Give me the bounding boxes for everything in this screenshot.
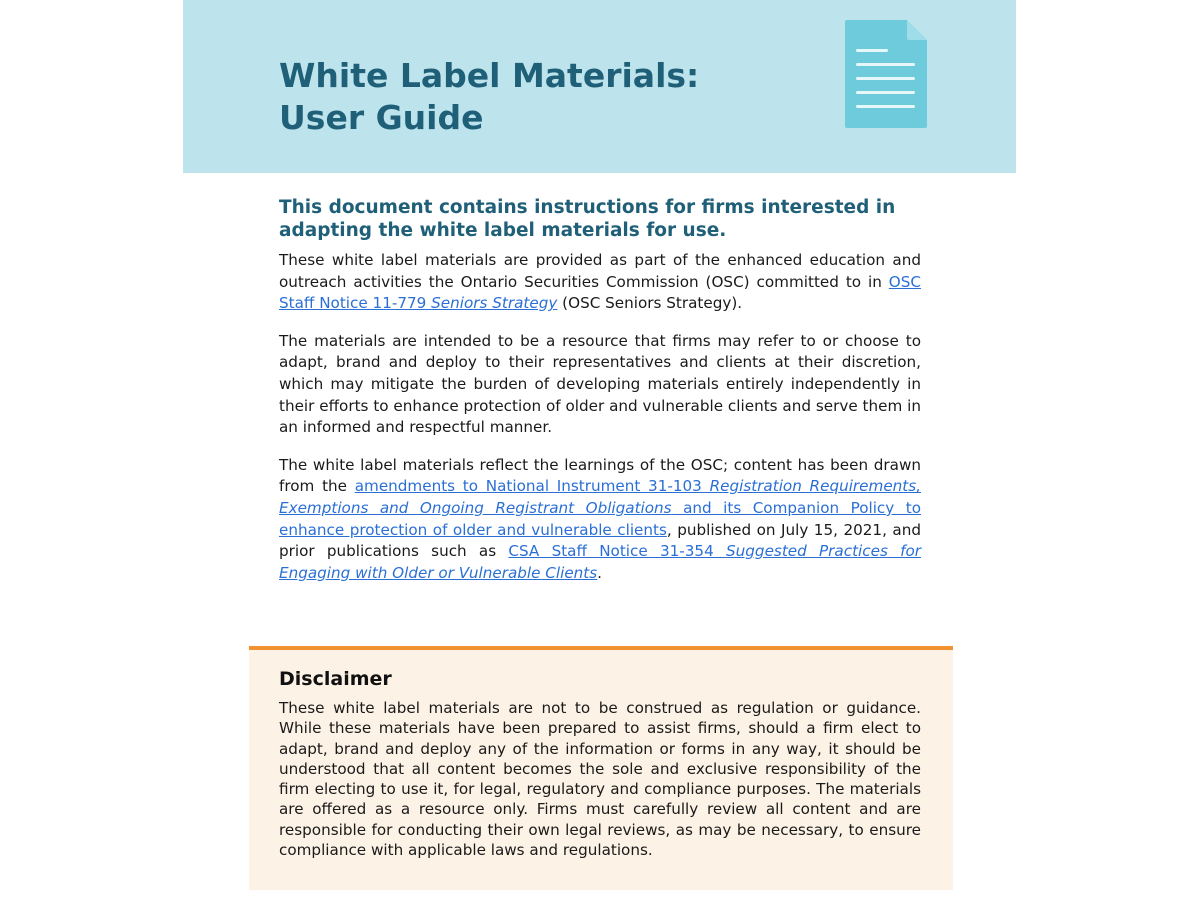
intro-paragraph-2: The materials are intended to be a resource that firms may refer to or choose to adapt, brand and deploy to their representatives and clients at their discretion, which may mitigate the burden of developing materials entirely independently in their efforts to enhance protection of older and vulnerable clients and serve them in an informed and respectful manner.	[279, 331, 921, 437]
page-title-line-1: White Label Materials:	[279, 56, 700, 95]
paragraph-text: .	[597, 563, 602, 582]
intro-paragraph-1	[279, 250, 921, 315]
disclaimer-heading: Disclaimer	[279, 668, 392, 690]
intro-paragraph-3	[279, 455, 921, 585]
document-page	[183, 0, 1016, 900]
paragraph-text: (OSC Seniors Strategy).	[557, 294, 743, 313]
paragraph-text: , published on July 15, 2021, and prior publications such as	[279, 520, 921, 561]
ni-31-103-amendments-link[interactable]: amendments to National Instrument 31-103 Registration Requirements, Exemptions and Ongoing Registrant Obligations and its Companion Policy to enhance protection of older and vulnerable clients	[279, 477, 921, 539]
page-title-line-2: User Guide	[279, 98, 484, 137]
document-icon	[845, 20, 927, 128]
intro-heading: This document contains instructions for firms interested in adapting the white label materials for use.	[279, 197, 896, 241]
osc-staff-notice-link[interactable]: OSC Staff Notice 11-779 Seniors Strategy	[279, 272, 921, 313]
title-banner	[183, 0, 1016, 173]
csa-staff-notice-link[interactable]: CSA Staff Notice 31-354 Suggested Practices for Engaging with Older or Vulnerable Clients	[279, 542, 921, 582]
disclaimer-box	[249, 646, 953, 890]
intro-section	[279, 196, 921, 600]
page-title	[279, 55, 699, 139]
disclaimer-text: These white label materials are not to be construed as regulation or guidance. While these materials have been prepared to assist firms, should a firm elect to adapt, brand and deploy any of the information or forms in any way, it should be understood that all content becomes the sole and exclusive responsibility of the firm electing to use it, for legal, regulatory and compliance purposes. The materials are offered as a resource only. Firms must carefully review all content and are responsible for conducting their own legal reviews, as may be necessary, to ensure compliance with applicable laws and regulations.	[279, 699, 921, 860]
paragraph-text: These white label materials are provided as part of the enhanced education and outreach activities the Ontario Securities Commission (OSC) committed to in	[279, 251, 921, 291]
paragraph-text: The white label materials reflect the learnings of the OSC; content has been drawn from the	[279, 455, 921, 496]
